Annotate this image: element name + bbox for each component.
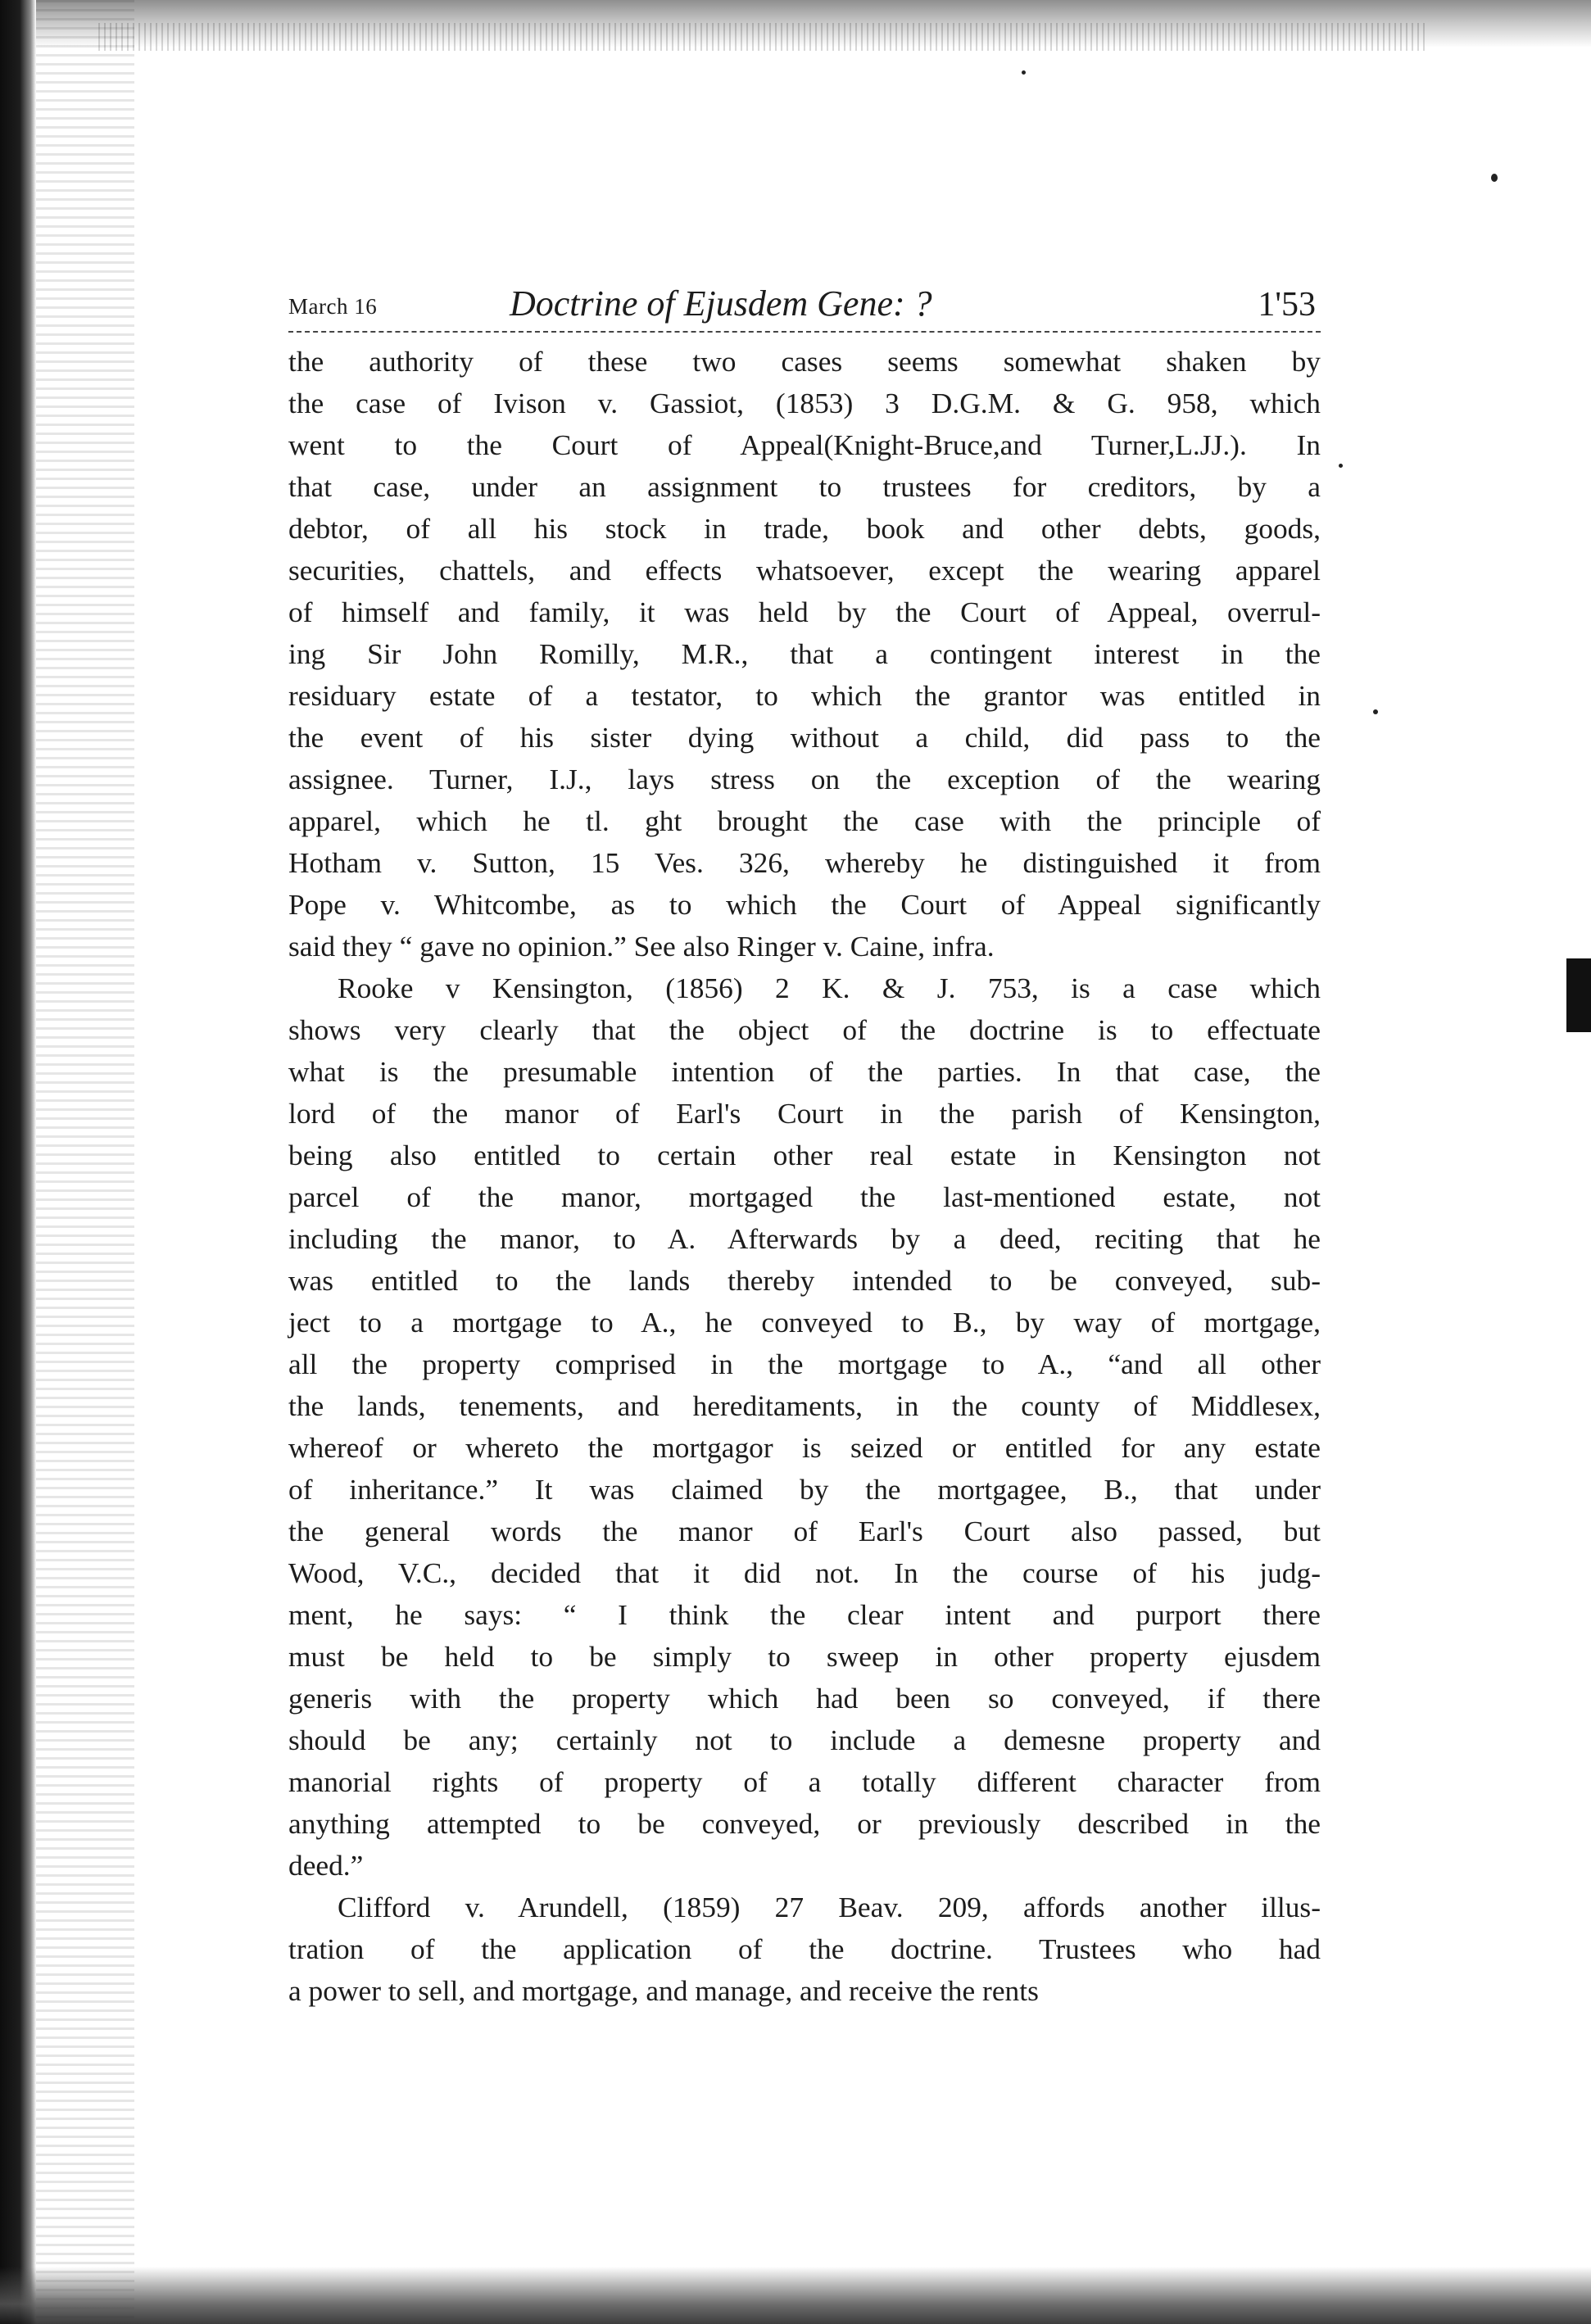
scan-edge-bottom (0, 2267, 1591, 2324)
text-line: securities, chattels, and effects whatsoever, except the wearing apparel (288, 554, 1321, 587)
scan-speck (1339, 464, 1343, 468)
text-line: manorial rights of property of a totally different character from (288, 1765, 1321, 1798)
scan-edge-right-tab (1566, 958, 1591, 1032)
text-line: shows very clearly that the object of the doctrine is to effectuate (288, 1013, 1321, 1046)
scan-speck (1022, 70, 1026, 75)
text-line: a power to sell, and mortgage, and manage, and receive the rents (288, 1974, 1039, 2007)
text-line: Hotham v. Sutton, 15 Ves. 326, whereby he distinguished it from (288, 846, 1321, 879)
text-line: of inheritance.” It was claimed by the mortgagee, B., that under (288, 1473, 1321, 1506)
text-line: anything attempted to be conveyed, or previously described in the (288, 1807, 1321, 1840)
running-head (288, 270, 1321, 333)
scan-speck (1373, 709, 1378, 714)
text-line: was entitled to the lands thereby intended to be conveyed, sub- (288, 1264, 1321, 1297)
paragraph (288, 341, 1321, 967)
text-line: the event of his sister dying without a child, did pass to the (288, 721, 1321, 754)
text-line: being also entitled to certain other real estate in Kensington not (288, 1139, 1321, 1171)
text-line: the case of Ivison v. Gassiot, (1853) 3 D.G.M. & G. 958, which (288, 387, 1321, 419)
text-line: what is the presumable intention of the parties. In that case, the (288, 1055, 1321, 1088)
text-line: went to the Court of Appeal(Knight-Bruce,and Turner,L.JJ.). In (288, 428, 1321, 461)
paragraph (288, 967, 1321, 1887)
text-line: ing Sir John Romilly, M.R., that a contingent interest in the (288, 637, 1321, 670)
text-line: deed.” (288, 1849, 364, 1882)
text-line: parcel of the manor, mortgaged the last-mentioned estate, not (288, 1180, 1321, 1213)
text-line: Pope v. Whitcombe, as to which the Court of Appeal significantly (288, 888, 1321, 921)
text-line: including the manor, to A. Afterwards by a deed, reciting that he (288, 1222, 1321, 1255)
scan-noise-left (36, 0, 134, 2324)
text-line: apparel, which he tl. ght brought the case with the principle of (288, 804, 1321, 837)
book-page (288, 270, 1321, 2012)
text-line: lord of the manor of Earl's Court in the parish of Kensington, (288, 1097, 1321, 1130)
text-line: the general words the manor of Earl's Court also passed, but (288, 1515, 1321, 1547)
text-line: that case, under an assignment to trustees for creditors, by a (288, 470, 1321, 503)
text-line: tration of the application of the doctrine. Trustees who had (288, 1932, 1321, 1965)
running-head-title: Doctrine of Ejusdem Gene: ? (510, 283, 932, 324)
text-line: Clifford v. Arundell, (1859) 27 Beav. 209, affords another illus- (338, 1891, 1321, 1923)
text-line: assignee. Turner, I.J., lays stress on the exception of the wearing (288, 763, 1321, 795)
text-line: ject to a mortgage to A., he conveyed to B., by way of mortgage, (288, 1306, 1321, 1339)
scan-speck (1491, 174, 1498, 182)
text-line: the lands, tenements, and hereditaments, in the county of Middlesex, (288, 1389, 1321, 1422)
running-head-date: March 16 (288, 294, 378, 319)
body-text (288, 341, 1321, 2012)
page-number: 1'53 (1258, 286, 1316, 324)
scan-noise-top (98, 23, 1426, 51)
paragraph (288, 1887, 1321, 2012)
scan-edge-left (0, 0, 36, 2324)
text-line: the authority of these two cases seems somewhat shaken by (288, 345, 1321, 378)
text-line: said they “ gave no opinion.” See also Ringer v. Caine, infra. (288, 930, 995, 963)
text-line: all the property comprised in the mortgage to A., “and all other (288, 1348, 1321, 1380)
text-line: ment, he says: “ I think the clear intent and purport there (288, 1598, 1321, 1631)
text-line: generis with the property which had been so conveyed, if there (288, 1682, 1321, 1715)
text-line: residuary estate of a testator, to which the grantor was entitled in (288, 679, 1321, 712)
text-line: Wood, V.C., decided that it did not. In the course of his judg- (288, 1556, 1321, 1589)
text-line: must be held to be simply to sweep in other property ejusdem (288, 1640, 1321, 1673)
text-line: whereof or whereto the mortgagor is seized or entitled for any estate (288, 1431, 1321, 1464)
text-line: debtor, of all his stock in trade, book and other debts, goods, (288, 512, 1321, 545)
text-line: should be any; certainly not to include a demesne property and (288, 1724, 1321, 1756)
text-line: Rooke v Kensington, (1856) 2 K. & J. 753, is a case which (338, 972, 1321, 1004)
text-line: of himself and family, it was held by the Court of Appeal, overrul- (288, 596, 1321, 628)
